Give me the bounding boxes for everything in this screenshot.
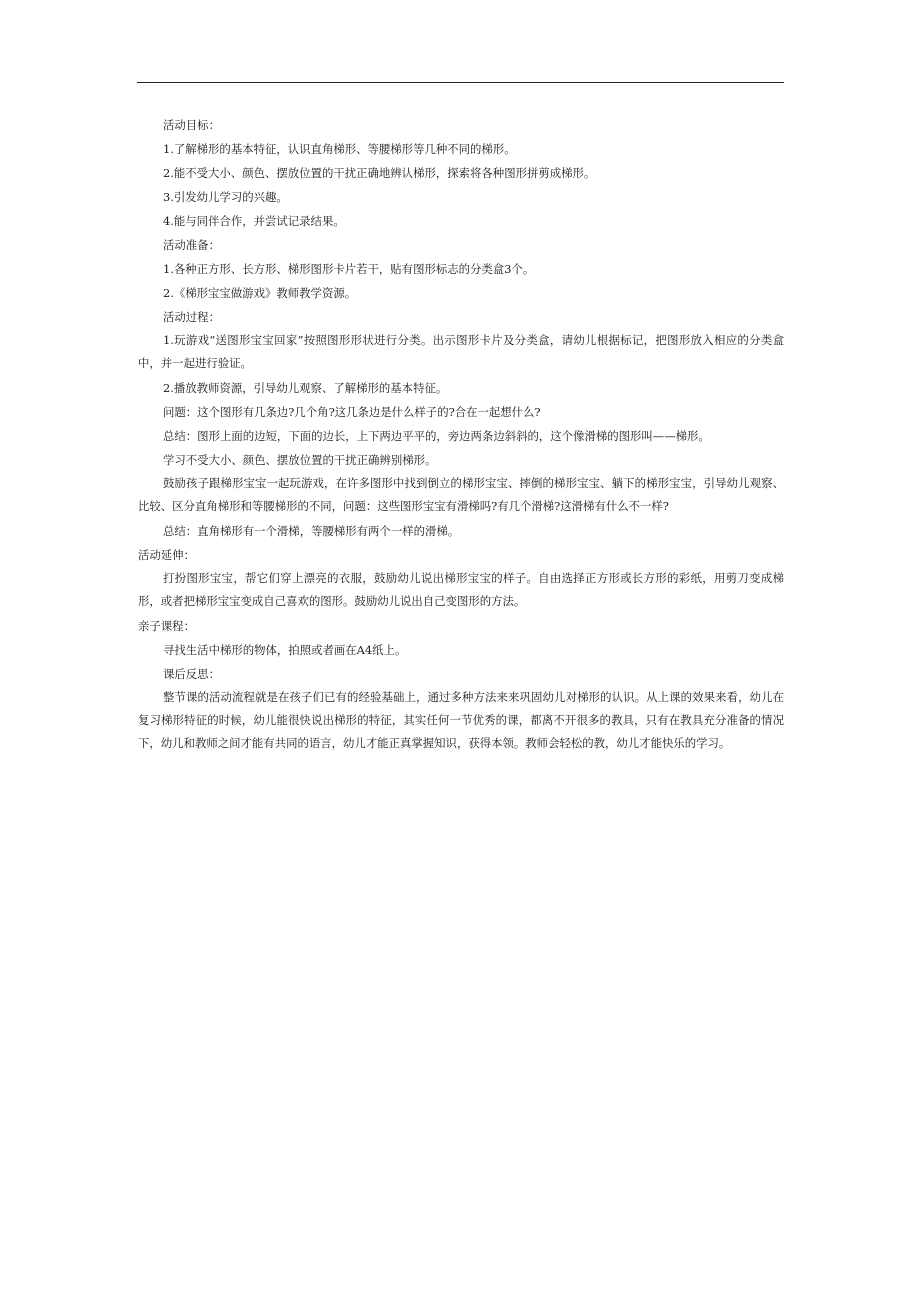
process-encourage: 鼓励孩子跟梯形宝宝一起玩游戏，在许多图形中找到倒立的梯形宝宝、摔倒的梯形宝宝、躺下的梯形宝宝，引导幼儿观察、比较、区分直角梯形和等腰梯形的不同，问题：这些图形宝宝有滑梯吗?有几个滑梯?这滑梯有什么不一样? <box>138 476 784 513</box>
document-body <box>138 113 784 756</box>
goal-item-3: 3.引发幼儿学习的兴趣。 <box>163 190 288 204</box>
reflection-text: 整节课的活动流程就是在孩子们已有的经验基础上，通过多种方法来来巩固幼儿对梯形的认识。从上课的效果来看，幼儿在复习梯形特征的时候，幼儿能很快说出梯形的特征，其实任何一节优秀的课，都离不开很多的教具，只有在教具充分准备的情况下，幼儿和教师之间才能有共同的语言，幼儿才能正真掌握知识，获得本领。教师会轻松的教，幼儿才能快乐的学习。 <box>138 690 784 750</box>
goal-item-2: 2.能不受大小、颜色、摆放位置的干扰正确地辨认梯形，探索将各种图形拼剪成梯形。 <box>163 166 596 180</box>
header-rule <box>137 82 784 83</box>
preparation-item-2: 2.《梯形宝宝做游戏》教师教学资源。 <box>163 286 357 300</box>
goal-item-1: 1.了解梯形的基本特征，认识直角梯形、等腰梯形等几种不同的梯形。 <box>163 142 516 156</box>
process-question: 问题：这个图形有几条边?几个角?这几条边是什么样子的?合在一起想什么? <box>163 405 541 419</box>
section-heading-reflection: 课后反思： <box>163 667 220 681</box>
process-summary-2: 总结：直角梯形有一个滑梯，等腰梯形有两个一样的滑梯。 <box>163 524 460 538</box>
process-summary-1: 总结：图形上面的边短，下面的边长，上下两边平平的，旁边两条边斜斜的，这个像滑梯的图形叫——梯形。 <box>163 429 710 443</box>
section-heading-extension: 活动延伸： <box>138 548 195 562</box>
section-heading-goals: 活动目标： <box>163 118 220 132</box>
section-heading-preparation: 活动准备： <box>163 238 220 252</box>
process-learning: 学习不受大小、颜色、摆放位置的干扰正确辨别梯形。 <box>163 453 437 467</box>
process-step-1: 1.玩游戏“送图形宝宝回家”按照图形形状进行分类。出示图形卡片及分类盒，请幼儿根据标记，把图形放入相应的分类盒中，并一起进行验证。 <box>138 333 784 370</box>
preparation-item-1: 1.各种正方形、长方形、梯形图形卡片若干，贴有图形标志的分类盒3个。 <box>163 262 535 276</box>
extension-text: 打扮图形宝宝，帮它们穿上漂亮的衣服，鼓励幼儿说出梯形宝宝的样子。自由选择正方形或长方形的彩纸，用剪刀变成梯形，或者把梯形宝宝变成自己喜欢的图形。鼓励幼儿说出自己变图形的方法。 <box>138 571 784 608</box>
section-heading-process: 活动过程： <box>163 310 220 324</box>
process-step-2: 2.播放教师资源，引导幼儿观察、了解梯形的基本特征。 <box>163 381 448 395</box>
parent-course-text: 寻找生活中梯形的物体，拍照或者画在A4纸上。 <box>163 643 407 657</box>
goal-item-4: 4.能与同伴合作，并尝试记录结果。 <box>163 214 345 228</box>
section-heading-parent-course: 亲子课程： <box>138 619 195 633</box>
